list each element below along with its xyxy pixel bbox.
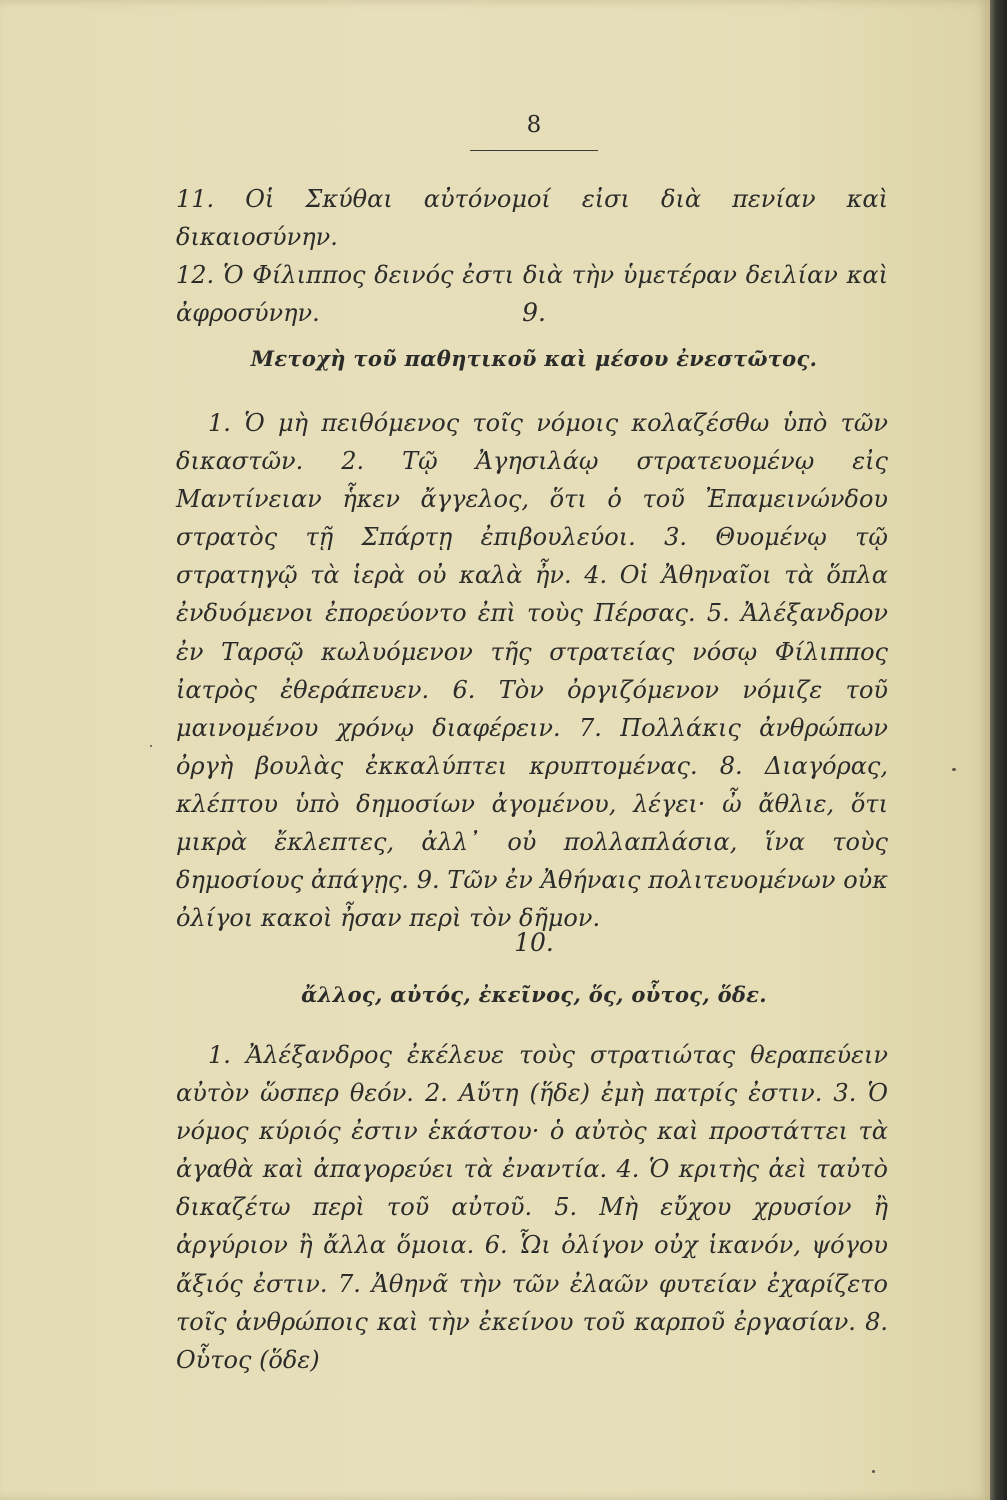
section-10-body <box>176 1036 888 1379</box>
section-9-title: Μετοχὴ τοῦ παθητικοῦ καὶ μέσου ἐνεστῶτος. <box>250 346 818 371</box>
paper-speck <box>952 768 956 771</box>
section-10-text: 1. Ἀλέξανδρος ἐκέλευε τοὺς στρατιώτας θεραπεύειν αὐτὸν ὥσπερ θεόν. 2. Αὕτη (ἥδε) ἐμὴ πατρίς ἐστιν. 3. Ὁ νόμος κύριός ἐστιν ἑκάστου· ὁ αὐτὸς καὶ προστάττει τὰ ἀγαθὰ καὶ ἀπαγορεύει τὰ ἐναντία. 4. Ὁ κριτὴς ἀεὶ ταὐτὸ δικαζέτω περὶ τοῦ αὐτοῦ. 5. Μὴ εὔχου χρυσίον ἢ ἀργύριον ἢ ἄλλα ὅμοια. 6. Ὧι ὀλίγον οὐχ ἱκανόν, ψόγου ἄξιός ἐστιν. 7. Ἀθηνᾶ τὴν τῶν ἐλαῶν φυτείαν ἐχαρίζετο τοῖς ἀνθρώποις καὶ τὴν ἐκείνου τοῦ καρποῦ ἐργασίαν. 8. Οὗτος (ὅδε) <box>176 1041 888 1374</box>
section-10-title: ἄλλος, αὐτός, ἐκεῖνος, ὅς, οὗτος, ὅδε. <box>301 982 767 1007</box>
header-rule <box>470 150 598 151</box>
page-number: 8 <box>526 112 542 138</box>
section-9-text: 1. Ὁ μὴ πειθόμενος τοῖς νόμοις κολαζέσθω ὑπὸ τῶν δικαστῶν. 2. Τῷ Ἀγησιλάῳ στρατευομένῳ εἰς Μαντίνειαν ἧκεν ἄγγελος, ὅτι ὁ τοῦ Ἐπαμεινώνδου στρατὸς τῇ Σπάρτῃ ἐπιβουλεύοι. 3. Θυομένῳ τῷ στρατηγῷ τὰ ἱερὰ οὐ καλὰ ἦν. 4. Οἱ Ἀθηναῖοι τὰ ὅπλα ἐνδυόμενοι ἐπορεύοντο ἐπὶ τοὺς Πέρσας. 5. Ἀλέξανδρον ἐν Ταρσῷ κωλυόμενον τῆς στρατείας νόσῳ Φίλιππος ἰατρὸς ἐθεράπευεν. 6. Τὸν ὀργιζόμενον νόμιζε τοῦ μαινομένου χρόνῳ διαφέρειν. 7. Πολλάκις ἀνθρώπων ὀργὴ βουλὰς ἐκκαλύπτει κρυπτομένας. 8. Διαγόρας, κλέπτου ὑπὸ δημοσίων ἀγομένου, λέγει· ὦ ἄθλιε, ὅτι μικρὰ ἔκλεπτες, ἀλλ᾽ οὐ πολλαπλάσια, ἵνα τοὺς δημοσίους ἀπάγῃς. 9. Τῶν ἐν Ἀθήναις πολιτευομένων οὐκ ὀλίγοι κακοὶ ἦσαν περὶ τὸν δῆμον. <box>176 409 888 933</box>
sentence-12: 12. Ὁ Φίλιππος δεινός ἐστι διὰ τὴν ὑμετέραν δειλίαν καὶ ἀφροσύνην. <box>176 261 888 328</box>
sentence-11: 11. Οἱ Σκύθαι αὐτόνομοί εἰσι διὰ πενίαν καὶ δικαιοσύνην. <box>176 185 888 252</box>
section-9-body <box>176 404 888 937</box>
page-edge-shadow <box>990 0 1007 1500</box>
paper-speck <box>150 745 152 747</box>
section-10-number: 10. <box>514 928 554 957</box>
paper-speck <box>872 1470 875 1473</box>
section-9-number: 9. <box>522 298 546 327</box>
